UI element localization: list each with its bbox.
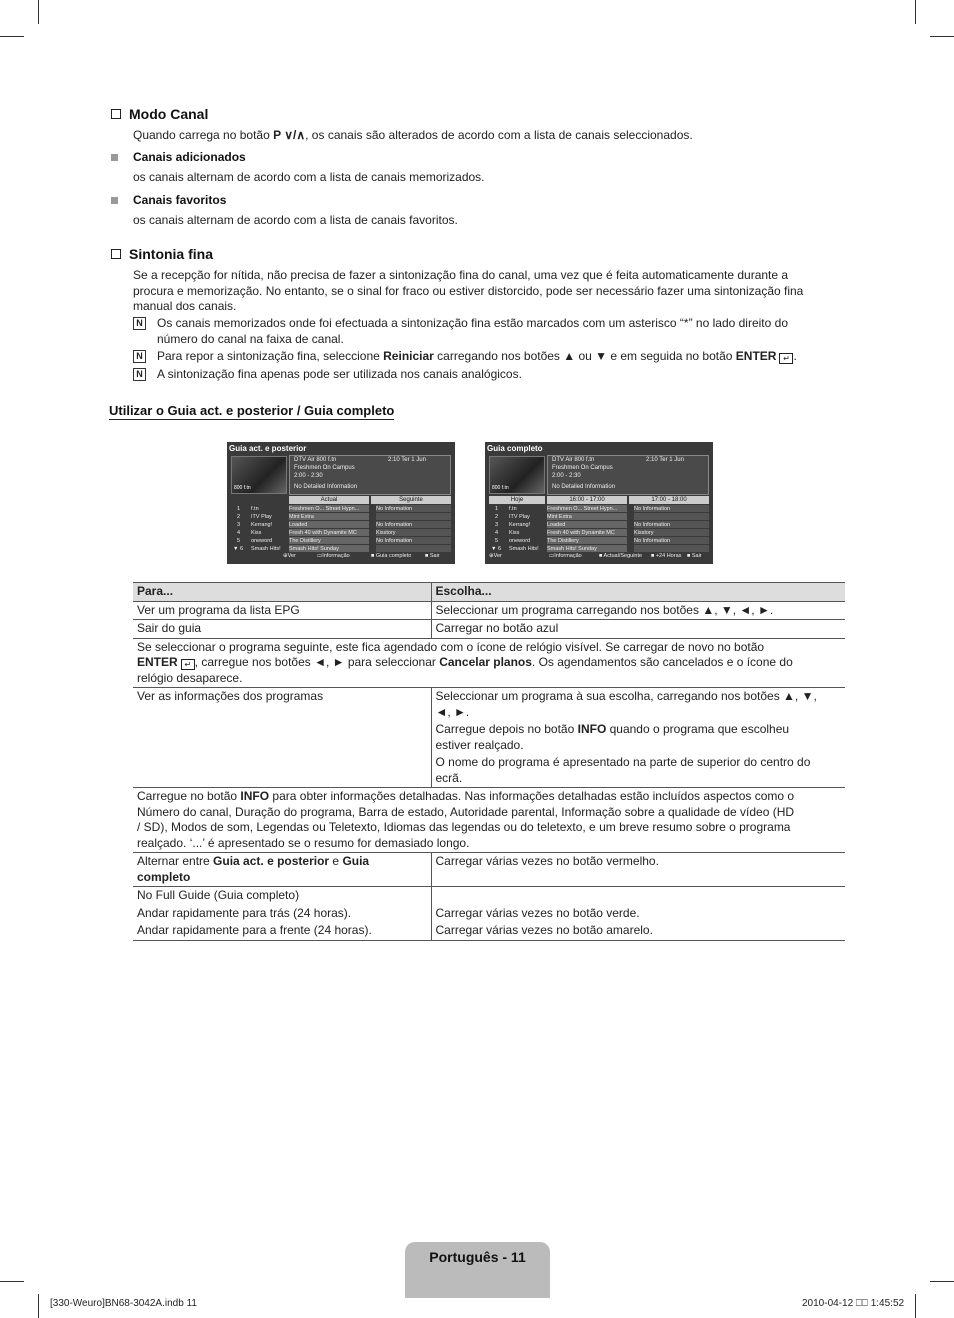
- channel-row[interactable]: 3 Kerrang! Loaded No Information: [231, 521, 451, 529]
- note-reiniciar: N Para repor a sintonização fina, seleccione Reiniciar carregando nos botões ▲ ou ▼ e em seguida no botão ENTER ↵ .: [157, 349, 797, 365]
- footer-actual: ■ Actual/Seguinte: [599, 553, 643, 559]
- channel-row[interactable]: 4 Kiss Fresh 40 with Dynamite MC Kisstory: [231, 529, 451, 537]
- table-row: Ver um programa da lista EPG Seleccionar um programa carregando nos botões ▲, ▼, ◄, ►.: [133, 601, 845, 620]
- bullet-square-icon: [111, 154, 118, 161]
- footer-info: ▭ Informação: [317, 553, 350, 559]
- note-asterisk: N Os canais memorizados onde foi efectuada a sintonização fina estão marcados com um asterisco “*” no lado direito do número do canal na faixa de canal.: [157, 316, 837, 347]
- checkbox-icon: [111, 249, 121, 259]
- table-row: Carregue no botão INFO para obter informações detalhadas. Nas informações detalhadas estão incluídos aspectos como o Número do canal, Duração do programa, Barra de estado, Autoridade parental, Informação sobre a qualidade de vídeo (HD / SD), Modos de som, Legendas ou Teletexto, Idiomas das legendas ou do teletexto, e um breve resumo sobre o programa realçado. ‘...’ é apresentado se o resumo for demasiado longo.: [133, 788, 845, 853]
- crop-mark: [0, 1281, 24, 1282]
- table-row: Ver as informações dos programas Seleccionar um programa à sua escolha, carregando nos botões ▲, ▼, ◄, ►. Carregue depois no botão INFO quando o programa que escolheu estiver realçado. O nome do programa é apresentado na parte de superior do centro do ecrã.: [133, 688, 845, 788]
- channel-row[interactable]: ▼ 6 Smash Hits! Smash Hits! Sunday: [489, 545, 709, 553]
- channel-row[interactable]: 1 f.tn Freshmen O... Street Hypn... No Information: [231, 505, 451, 513]
- video-thumbnail: 800 f.tn: [489, 456, 545, 494]
- table-row: No Full Guide (Guia completo) Andar rapidamente para trás (24 horas). Andar rapidamente para a frente (24 horas). Carregar várias vezes no botão verde. Carregar várias vezes no botão amarelo.: [133, 887, 845, 941]
- section-heading-sintonia-fina: Sintonia fina: [111, 246, 213, 262]
- subheading-canais-favoritos: Canais favoritos: [133, 193, 226, 207]
- footer-sair: ■ Sair: [425, 553, 440, 559]
- video-thumbnail: 800 f.tn: [231, 456, 287, 494]
- column-header: Hoje 16:00 - 17:00 17:00 - 18:00: [489, 496, 709, 504]
- print-date-info: 2010-04-12 ⎕⎕ 1:45:52: [802, 1298, 905, 1309]
- screen-guia-act-posterior: [227, 442, 455, 564]
- channel-list: [489, 505, 709, 553]
- table-header-row: [133, 583, 845, 602]
- column-header: Actual Seguinte: [231, 496, 451, 504]
- footer-24h: ■ +24 Horas: [651, 553, 682, 559]
- footer-sair: ■ Sair: [687, 553, 702, 559]
- print-file-info: [330-Weuro]BN68-3042A.indb 11: [50, 1298, 197, 1309]
- channel-row[interactable]: 3 Kerrang! Loaded No Information: [489, 521, 709, 529]
- crop-mark: [0, 36, 24, 37]
- page-number-tab: Português - 11: [405, 1242, 550, 1298]
- channel-row[interactable]: 5 oneword The Distillery No Information: [489, 537, 709, 545]
- crop-mark: [915, 1294, 916, 1318]
- section-heading-modo-canal: Modo Canal: [111, 106, 208, 122]
- screen-title: Guia completo: [487, 444, 543, 453]
- program-info-box: DTV Air 800 f.tn 2:10 Ter 1 Jun Freshmen On Campus 2:00 - 2:30 No Detailed Information: [289, 455, 451, 495]
- note-icon: N: [133, 317, 146, 330]
- footer-info: ▭ Informação: [549, 553, 582, 559]
- channel-row[interactable]: 2 ITV Play Mint Extra: [231, 513, 451, 521]
- modo-canal-intro: Quando carrega no botão P ∨/∧, os canais são alterados de acordo com a lista de canais seleccionados.: [133, 128, 693, 142]
- crop-mark: [915, 0, 916, 24]
- table-header-escolha: Escolha...: [431, 583, 845, 602]
- instructions-table: [133, 582, 845, 941]
- screen-title: Guia act. e posterior: [229, 444, 307, 453]
- channel-list: [231, 505, 451, 553]
- footer-ver: ⊕ Ver: [489, 553, 502, 559]
- footer-guia: ■ Guia completo: [371, 553, 412, 559]
- note-icon: N: [133, 368, 146, 381]
- guide-section-title: Utilizar o Guia act. e posterior / Guia completo: [109, 403, 395, 418]
- subheading-canais-adicionados: Canais adicionados: [133, 150, 246, 164]
- table-row: Sair do guia Carregar no botão azul: [133, 620, 845, 639]
- program-info-box: DTV Air 800 f.tn 2:10 Ter 1 Jun Freshmen On Campus 2:00 - 2:30 No Detailed Information: [547, 455, 709, 495]
- channel-row[interactable]: 5 oneword The Distillery No Information: [231, 537, 451, 545]
- channel-row[interactable]: 1 f.tn Freshmen O... Street Hypn... No Information: [489, 505, 709, 513]
- channel-row[interactable]: 4 Kiss Fresh 40 with Dynamite MC Kisstory: [489, 529, 709, 537]
- channel-row[interactable]: ▼ 6 Smash Hits! Smash Hits! Sunday: [231, 545, 451, 553]
- screen-guia-completo: [485, 442, 713, 564]
- canais-favoritos-text: os canais alternam de acordo com a lista de canais favoritos.: [133, 213, 458, 227]
- enter-icon: ↵: [181, 659, 195, 670]
- footer-ver: ⊕ Ver: [283, 553, 296, 559]
- table-row: Se seleccionar o programa seguinte, este fica agendado com o ícone de relógio visível. Se carregar de novo no botão ENTER ↵ , carregue nos botões ◄, ► para seleccionar Cancelar planos. Os agendamentos são cancelados e o ícone do relógio desaparece.: [133, 638, 845, 688]
- crop-mark: [38, 1294, 39, 1318]
- canais-adicionados-text: os canais alternam de acordo com a lista de canais memorizados.: [133, 170, 485, 184]
- screen-footer: [231, 553, 451, 561]
- crop-mark: [930, 36, 954, 37]
- channel-row[interactable]: 2 ITV Play Mint Extra: [489, 513, 709, 521]
- table-header-para: Para...: [133, 583, 431, 602]
- note-icon: N: [133, 350, 146, 363]
- screen-footer: [489, 553, 709, 561]
- crop-mark: [930, 1281, 954, 1282]
- table-row: Alternar entre Guia act. e posterior e Guia completo Carregar várias vezes no botão vermelho.: [133, 853, 845, 887]
- enter-icon: ↵: [779, 353, 793, 364]
- sintonia-paragraph: Se a recepção for nítida, não precisa de fazer a sintonização fina do canal, uma vez que é feita automaticamente durante a procura e memorização. No entanto, se o sinal for fraco ou estiver distorcido, pode ser necessário fazer uma sintonização fina manual dos canais.: [133, 268, 804, 313]
- crop-mark: [38, 0, 39, 24]
- checkbox-icon: [111, 109, 121, 119]
- note-analogicos: N A sintonização fina apenas pode ser utilizada nos canais analógicos.: [157, 367, 522, 383]
- bullet-square-icon: [111, 197, 118, 204]
